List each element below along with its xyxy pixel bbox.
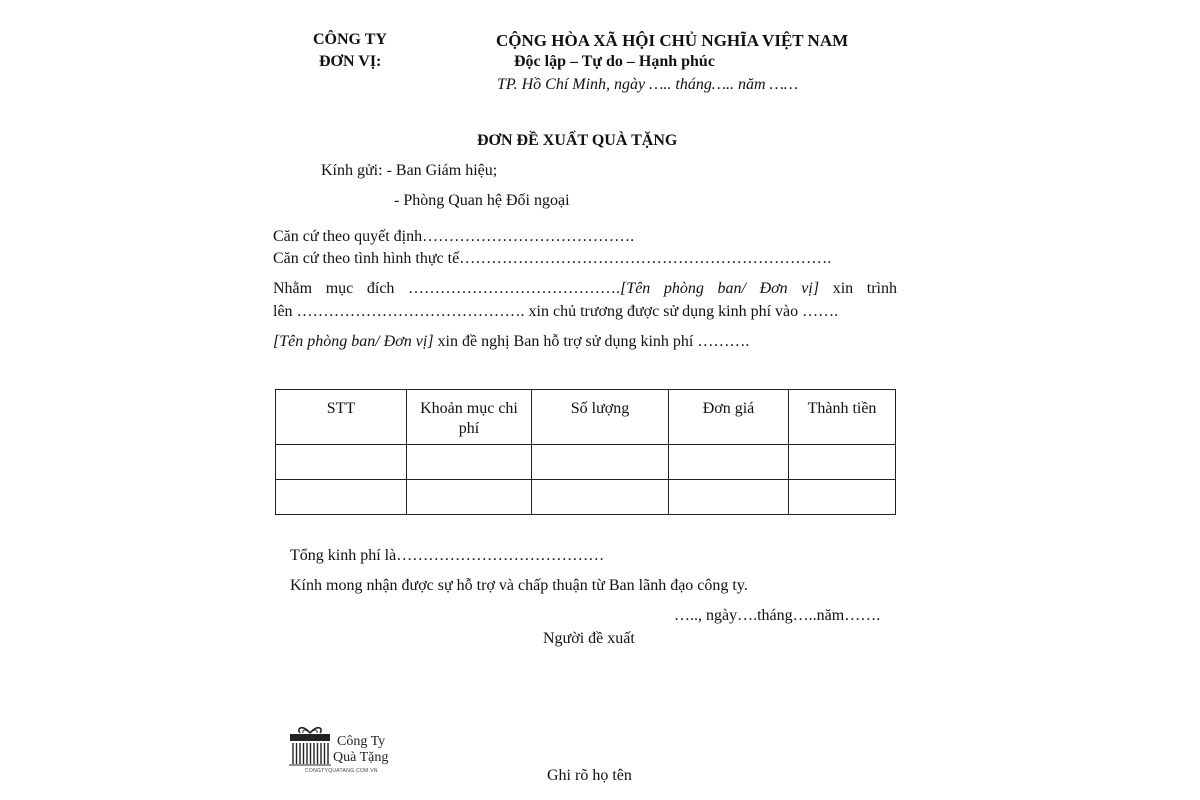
nation-title: CỘNG HÒA XÃ HỘI CHỦ NGHĨA VIỆT NAM [496, 31, 849, 50]
header-quantity: Số lượng [532, 390, 669, 445]
request-text: xin đề nghị Ban hỗ trợ sử dụng kinh phí ………. [433, 333, 750, 350]
logo-line-2: Quà Tặng [333, 750, 389, 765]
cost-table [275, 389, 896, 515]
purpose-text-end: xin trình [819, 280, 897, 297]
table-cell [669, 480, 789, 515]
signature-date-line: ….., ngày….tháng…..năm……. [674, 607, 881, 624]
gift-box-icon [289, 724, 331, 766]
table-row [276, 480, 896, 515]
basis-situation: Căn cứ theo tình hình thực tế……………………………………………………………. [273, 250, 832, 267]
table-cell [789, 445, 896, 480]
table-cell [276, 480, 407, 515]
logo-url: CONGTYQUATANG.COM.VN [305, 768, 378, 774]
company-name-label: CÔNG TY [313, 31, 387, 48]
purpose-line-2: lên ……………………………………. xin chủ trương được sử dụng kinh phí vào ……. [273, 303, 839, 320]
total-cost-line: Tổng kinh phí là………………………………… [290, 547, 605, 564]
closing-request: Kính mong nhận được sự hỗ trợ và chấp thuận từ Ban lãnh đạo công ty. [290, 577, 748, 594]
logo-line-1: Công Ty [337, 734, 386, 749]
table-cell [789, 480, 896, 515]
table-header-row [276, 390, 896, 445]
basis-decision: Căn cứ theo quyết định…………………………………. [273, 228, 635, 245]
header-total: Thành tiền [789, 390, 896, 445]
motto: Độc lập – Tự do – Hạnh phúc [514, 53, 715, 70]
purpose-line-1 [273, 280, 897, 298]
purpose-dept-placeholder: [Tên phòng ban/ Đơn vị] [620, 280, 820, 297]
company-logo [289, 724, 401, 776]
table-cell [407, 445, 532, 480]
recipient-line-2: - Phòng Quan hệ Đối ngoại [394, 192, 570, 209]
header-cost-item: Khoản mục chi phí [407, 390, 532, 445]
signature-name-note: Ghi rõ họ tên [547, 767, 632, 784]
table-cell [532, 480, 669, 515]
recipient-line-1: Kính gửi: - Ban Giám hiệu; [321, 162, 498, 179]
proposer-label: Người đề xuất [543, 630, 635, 647]
unit-label: ĐƠN VỊ: [319, 53, 382, 70]
place-date: TP. Hồ Chí Minh, ngày ….. tháng….. năm …… [497, 76, 799, 93]
purpose-text: Nhằm mục đích …………………………………. [273, 280, 621, 297]
table-cell [407, 480, 532, 515]
table-cell [276, 445, 407, 480]
table-cell [669, 445, 789, 480]
request-line [273, 333, 749, 351]
header-unit-price: Đơn giá [669, 390, 789, 445]
header-stt: STT [276, 390, 407, 445]
table-row [276, 445, 896, 480]
table-cell [532, 445, 669, 480]
document-title: ĐƠN ĐỀ XUẤT QUÀ TẶNG [477, 132, 678, 149]
request-dept-placeholder: [Tên phòng ban/ Đơn vị] [273, 333, 434, 350]
